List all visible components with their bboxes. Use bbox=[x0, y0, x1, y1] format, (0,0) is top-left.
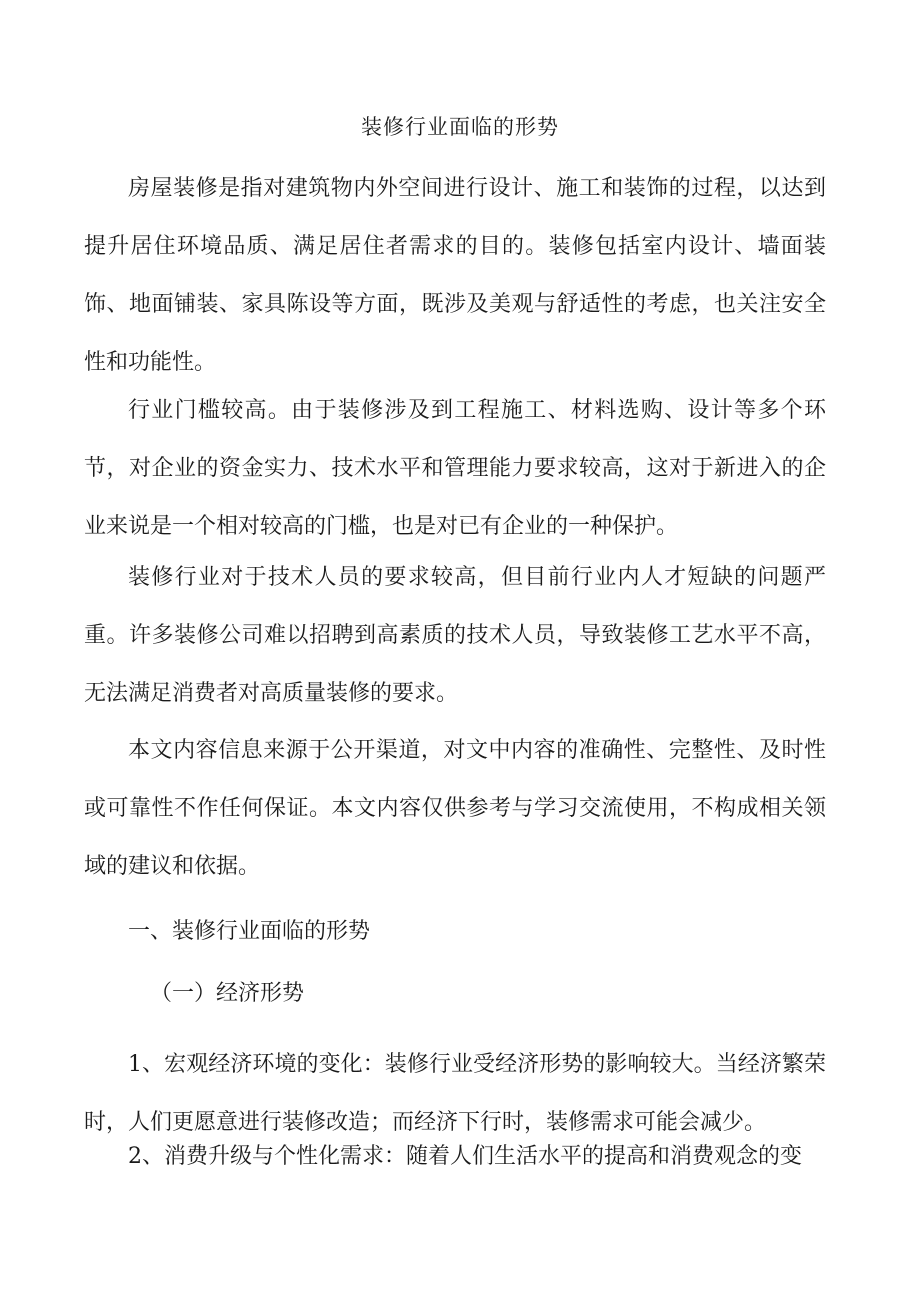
paragraph-intro: 房屋装修是指对建筑物内外空间进行设计、施工和装饰的过程，以达到提升居住环境品质、满足居住者需求的目的。装修包括室内设计、墙面装饰、地面铺装、家具陈设等方面，既涉及美观与舒适性的考虑，也关注安全性和功能性。 bbox=[84, 176, 826, 375]
document-title: 装修行业面临的形势 bbox=[361, 115, 559, 139]
paragraph-disclaimer: 本文内容信息来源于公开渠道，对文中内容的准确性、完整性、及时性或可靠性不作任何保证。本文内容仅供参考与学习交流使用，不构成相关领域的建议和依据。 bbox=[84, 738, 826, 879]
list-item-consumption-upgrade: 2、消费升级与个性化需求：随着人们生活水平的提高和消费观念的变 bbox=[128, 1144, 802, 1169]
list-item-macro-economy: 1、宏观经济环境的变化：装修行业受经济形势的影响较大。当经济繁荣时，人们更愿意进行装修改造；而经济下行时，装修需求可能会减少。 bbox=[84, 1052, 826, 1135]
section-heading: 一、装修行业面临的形势 bbox=[128, 919, 371, 944]
paragraph-industry-threshold: 行业门槛较高。由于装修涉及到工程施工、材料选购、设计等多个环节，对企业的资金实力、技术水平和管理能力要求较高，这对于新进入的企业来说是一个相对较高的门槛，也是对已有企业的一种保护。 bbox=[84, 398, 826, 539]
paragraph-talent-shortage: 装修行业对于技术人员的要求较高，但目前行业内人才短缺的问题严重。许多装修公司难以招聘到高素质的技术人员，导致装修工艺水平不高，无法满足消费者对高质量装修的要求。 bbox=[84, 565, 826, 706]
subsection-heading: （一）经济形势 bbox=[150, 981, 305, 1006]
